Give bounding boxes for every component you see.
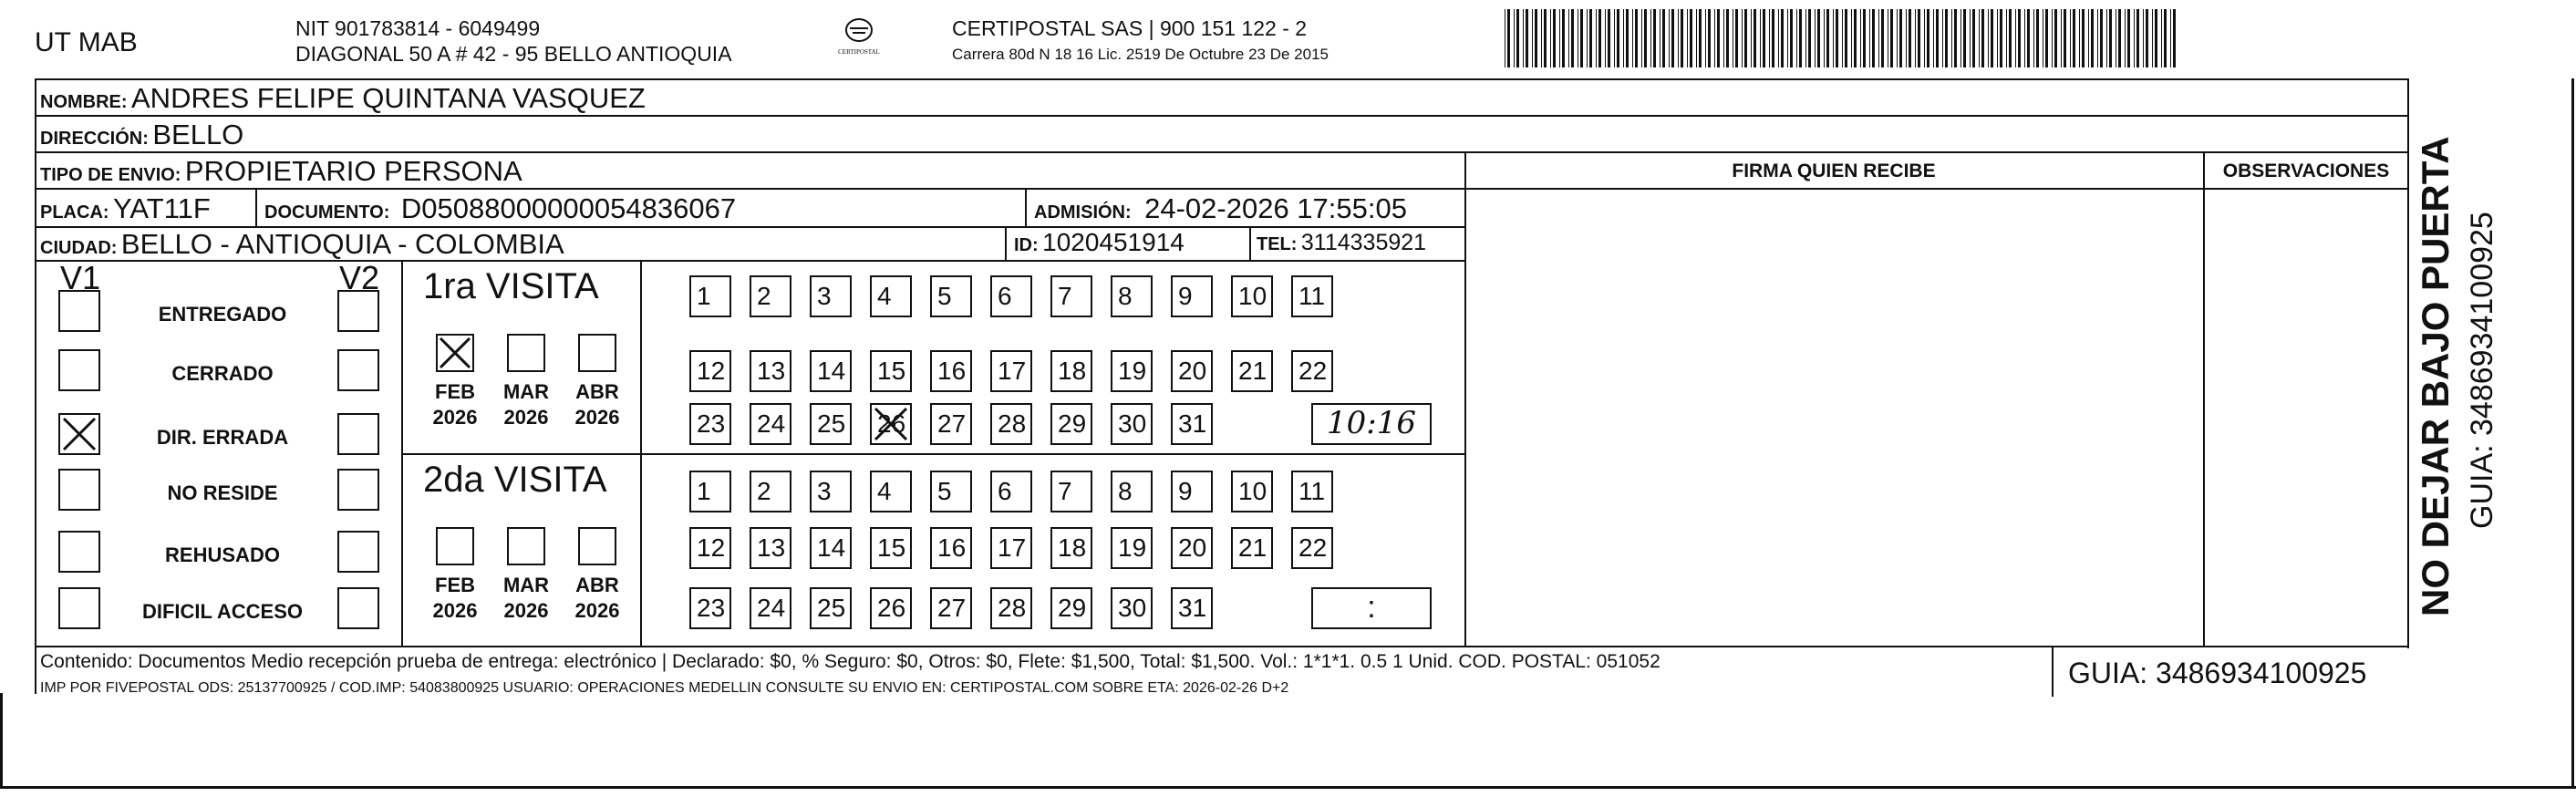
side-guia xyxy=(2464,128,2500,529)
day-number: 31 xyxy=(1178,594,1207,622)
day-number: 25 xyxy=(817,409,846,438)
day-box[interactable] xyxy=(990,275,1032,317)
v1-checkbox[interactable] xyxy=(58,587,100,629)
day-box[interactable] xyxy=(1231,471,1273,512)
day-number: 5 xyxy=(937,477,952,505)
day-box[interactable] xyxy=(870,587,912,629)
page-bottom-border xyxy=(0,786,2576,789)
day-number: 28 xyxy=(998,409,1027,438)
status-option-label: DIFICIL ACCESO xyxy=(141,600,303,623)
day-number: 24 xyxy=(757,594,786,622)
id-row xyxy=(1014,228,1185,257)
day-box[interactable] xyxy=(990,403,1032,445)
observaciones-area[interactable] xyxy=(2207,190,2405,646)
v2-checkbox[interactable] xyxy=(337,587,379,629)
cross-mark-icon xyxy=(872,405,910,443)
day-box[interactable] xyxy=(1050,403,1092,445)
day-number: 22 xyxy=(1298,533,1328,562)
v1-checkbox[interactable] xyxy=(58,413,100,455)
page-right-border xyxy=(2571,78,2574,789)
day-box[interactable] xyxy=(1231,350,1273,392)
day-number: 6 xyxy=(998,282,1012,310)
v2-checkbox[interactable] xyxy=(337,531,379,573)
v1-checkbox[interactable] xyxy=(58,531,100,573)
carrier-name: CERTIPOSTAL SAS | 900 151 122 - 2 xyxy=(952,16,1308,40)
day-number: 28 xyxy=(998,594,1027,622)
day-number: 4 xyxy=(877,282,892,310)
month-name: MAR xyxy=(502,380,550,403)
day-box[interactable] xyxy=(990,587,1032,629)
status-option-label: ENTREGADO xyxy=(158,303,287,326)
company-name: UT MAB xyxy=(35,27,138,57)
day-box[interactable] xyxy=(870,471,912,512)
day-box[interactable] xyxy=(1111,471,1153,512)
day-box[interactable] xyxy=(930,403,972,445)
v1-label: V1 xyxy=(60,259,101,296)
day-number: 15 xyxy=(877,357,906,385)
day-box[interactable] xyxy=(689,275,731,317)
day-box[interactable] xyxy=(1291,471,1333,512)
v2-checkbox[interactable] xyxy=(337,469,379,511)
day-box[interactable] xyxy=(810,403,852,445)
time-value: 10:16 xyxy=(1327,405,1416,441)
day-box[interactable] xyxy=(1111,403,1153,445)
ciudad-label: CIUDAD: xyxy=(40,238,118,258)
day-box[interactable] xyxy=(930,527,972,569)
month-checkbox[interactable] xyxy=(507,527,545,565)
day-number: 20 xyxy=(1178,357,1207,385)
v1-checkbox[interactable] xyxy=(58,349,100,391)
day-number: 15 xyxy=(877,533,906,562)
day-number: 16 xyxy=(937,357,967,385)
month-name: FEB xyxy=(435,380,475,403)
placa-value: YAT11F xyxy=(113,192,211,224)
month-name: MAR xyxy=(502,574,550,596)
day-box[interactable] xyxy=(930,471,972,512)
day-box[interactable] xyxy=(870,403,912,445)
day-box[interactable] xyxy=(1291,275,1333,317)
cell-divider xyxy=(255,188,257,226)
month-checkbox[interactable] xyxy=(578,527,616,565)
day-number: 27 xyxy=(937,594,967,622)
month-year: 2026 xyxy=(503,599,549,622)
day-number: 14 xyxy=(817,357,846,385)
day-box[interactable] xyxy=(1291,350,1333,392)
day-number: 7 xyxy=(1058,477,1072,505)
day-box[interactable] xyxy=(1111,527,1153,569)
day-number: 8 xyxy=(1118,477,1133,505)
day-box[interactable] xyxy=(689,403,731,445)
status-option-label: CERRADO xyxy=(171,362,274,385)
day-number: 17 xyxy=(998,357,1027,385)
day-number: 23 xyxy=(697,409,726,438)
direccion-label: DIRECCIÓN: xyxy=(40,129,149,149)
day-number: 11 xyxy=(1298,477,1326,505)
firma-label: FIRMA QUIEN RECIBE xyxy=(1732,160,1936,181)
form-left-border xyxy=(35,78,36,694)
status-option-label: REHUSADO xyxy=(165,543,280,566)
side-warning-text: NO DEJAR BAJO PUERTA xyxy=(2414,136,2457,616)
month-checkbox[interactable] xyxy=(507,334,545,372)
day-box[interactable] xyxy=(1171,527,1213,569)
observaciones-label: OBSERVACIONES xyxy=(2222,160,2390,181)
day-number: 7 xyxy=(1058,282,1072,310)
day-box[interactable] xyxy=(810,471,852,512)
day-number: 3 xyxy=(817,282,832,310)
day-box[interactable] xyxy=(810,350,852,392)
day-number: 25 xyxy=(817,594,846,622)
day-number: 27 xyxy=(937,409,967,438)
day-box[interactable] xyxy=(750,471,791,512)
logo-icon xyxy=(841,16,877,44)
time-value: : xyxy=(1367,590,1376,625)
placa-row xyxy=(40,192,211,225)
visits-divider xyxy=(401,453,1466,455)
footer-guia-border xyxy=(2052,646,2054,697)
nit-text: NIT 901783814 - 6049499 xyxy=(295,16,541,40)
footer-line1: Contenido: Documentos Medio recepción prueba de entrega: electrónico | Declarado: $0, % Seguro: $0, Otros: $0, Flete: $1,500, Total: $1,500. Vol.: 1*1*1. 0.5 1 Unid. COD. POSTAL: 051052 xyxy=(40,651,1660,672)
month-name: ABR xyxy=(575,380,619,403)
month-checkbox[interactable] xyxy=(436,527,474,565)
cell-divider xyxy=(1005,226,1007,260)
day-box[interactable] xyxy=(689,350,731,392)
day-box[interactable] xyxy=(1111,275,1153,317)
status-option-label: DIR. ERRADA xyxy=(156,426,289,449)
tel-value: 3114335921 xyxy=(1300,230,1427,255)
day-box[interactable] xyxy=(1171,471,1213,512)
v2-label: V2 xyxy=(339,259,380,296)
day-number: 3 xyxy=(817,477,832,505)
tipo-value: PROPIETARIO PERSONA xyxy=(184,155,522,187)
barcode xyxy=(1503,9,2182,69)
documento-row xyxy=(264,192,736,225)
day-number: 22 xyxy=(1298,357,1328,385)
day-box[interactable] xyxy=(810,275,852,317)
month-year: 2026 xyxy=(432,599,478,622)
form-right-border xyxy=(2407,78,2409,648)
day-number: 29 xyxy=(1058,409,1087,438)
day-number: 14 xyxy=(817,533,846,562)
day-number: 9 xyxy=(1178,477,1193,505)
side-warning xyxy=(2415,106,2457,616)
address-text: DIAGONAL 50 A # 42 - 95 BELLO ANTIOQUIA xyxy=(295,42,732,66)
admision-label: ADMISIÓN: xyxy=(1034,202,1132,223)
day-number: 2 xyxy=(757,282,771,310)
v1-checkbox[interactable] xyxy=(58,290,100,332)
firma-area[interactable] xyxy=(1468,190,2201,646)
day-number: 12 xyxy=(697,533,726,562)
v2-checkbox[interactable] xyxy=(337,413,379,455)
day-box[interactable] xyxy=(810,527,852,569)
day-box[interactable] xyxy=(930,587,972,629)
day-box[interactable] xyxy=(689,471,731,512)
day-number: 11 xyxy=(1298,282,1326,310)
day-box[interactable] xyxy=(1111,350,1153,392)
month-year: 2026 xyxy=(432,406,478,429)
day-number: 26 xyxy=(877,594,906,622)
day-box[interactable] xyxy=(1171,275,1213,317)
check-x-icon xyxy=(60,415,98,453)
day-number: 1 xyxy=(697,282,711,310)
day-number: 31 xyxy=(1178,409,1207,438)
day-box[interactable] xyxy=(1231,527,1273,569)
documento-value: D05088000000054836067 xyxy=(400,192,737,224)
ciudad-value: BELLO - ANTIOQUIA - COLOMBIA xyxy=(120,228,564,260)
day-number: 19 xyxy=(1118,357,1147,385)
v2-checkbox[interactable] xyxy=(337,290,379,332)
day-number: 24 xyxy=(757,409,786,438)
day-box[interactable] xyxy=(689,527,731,569)
check-x-icon xyxy=(438,336,472,370)
day-number: 18 xyxy=(1058,533,1087,562)
day-number: 19 xyxy=(1118,533,1147,562)
day-box[interactable] xyxy=(870,350,912,392)
day-box[interactable] xyxy=(1050,527,1092,569)
carrier-address: Carrera 80d N 18 16 Lic. 2519 De Octubre 23 De 2015 xyxy=(952,46,1329,63)
day-number: 17 xyxy=(998,533,1027,562)
side-guia-text: GUIA: 3486934100925 xyxy=(2465,212,2499,529)
cell-divider xyxy=(1249,226,1251,260)
day-number: 30 xyxy=(1118,409,1147,438)
v1-checkbox[interactable] xyxy=(58,469,100,511)
time-box[interactable] xyxy=(1311,587,1432,629)
day-number: 13 xyxy=(757,533,786,562)
day-box[interactable] xyxy=(750,403,791,445)
firma-left-border xyxy=(1464,151,1466,646)
day-number: 30 xyxy=(1118,594,1147,622)
day-box[interactable] xyxy=(1231,275,1273,317)
day-number: 23 xyxy=(697,594,726,622)
form-top-border xyxy=(35,78,2409,80)
id-value: 1020451914 xyxy=(1042,228,1185,256)
status-option-label: NO RESIDE xyxy=(167,481,278,504)
direccion-row xyxy=(40,119,243,151)
day-number: 6 xyxy=(998,477,1012,505)
day-number: 12 xyxy=(697,357,726,385)
observaciones-left-border xyxy=(2203,151,2205,646)
logo-text: CERTIPOSTAL xyxy=(838,48,880,56)
day-box[interactable] xyxy=(870,527,912,569)
tel-row xyxy=(1257,230,1426,256)
nombre-row xyxy=(40,82,646,115)
day-box[interactable] xyxy=(1050,587,1092,629)
visit1-title: 1ra VISITA xyxy=(423,266,599,306)
time-box[interactable] xyxy=(1311,403,1432,445)
day-number: 8 xyxy=(1118,282,1133,310)
ciudad-row xyxy=(40,228,564,261)
day-number: 29 xyxy=(1058,594,1087,622)
month-checkbox[interactable] xyxy=(436,334,474,372)
nombre-label: NOMBRE: xyxy=(40,92,128,112)
day-box[interactable] xyxy=(750,275,791,317)
day-box[interactable] xyxy=(810,587,852,629)
tipo-label: TIPO DE ENVIO: xyxy=(40,165,181,185)
footer-guia: GUIA: 3486934100925 xyxy=(2068,657,2367,689)
day-box[interactable] xyxy=(1050,350,1092,392)
month-year: 2026 xyxy=(574,599,620,622)
day-box[interactable] xyxy=(930,275,972,317)
day-box[interactable] xyxy=(1171,403,1213,445)
day-number: 2 xyxy=(757,477,771,505)
nombre-value: ANDRES FELIPE QUINTANA VASQUEZ xyxy=(131,82,646,114)
day-box[interactable] xyxy=(990,350,1032,392)
day-number: 1 xyxy=(697,477,711,505)
documento-label: DOCUMENTO: xyxy=(264,202,390,223)
day-box[interactable] xyxy=(750,527,791,569)
month-checkbox[interactable] xyxy=(578,334,616,372)
day-box[interactable] xyxy=(689,587,731,629)
admision-value: 24-02-2026 17:55:05 xyxy=(1144,192,1407,224)
day-box[interactable] xyxy=(1291,527,1333,569)
placa-label: PLACA: xyxy=(40,202,109,223)
month-year: 2026 xyxy=(574,406,620,429)
day-box[interactable] xyxy=(1050,275,1092,317)
day-number: 26 xyxy=(877,409,906,438)
day-box[interactable] xyxy=(990,527,1032,569)
admision-row xyxy=(1034,192,1407,225)
day-number: 10 xyxy=(1238,477,1267,505)
direccion-value: BELLO xyxy=(152,119,244,150)
row-divider xyxy=(35,115,2409,117)
page-left-border xyxy=(0,693,3,789)
day-box[interactable] xyxy=(870,275,912,317)
month-year: 2026 xyxy=(503,406,549,429)
certipostal-logo xyxy=(832,16,886,64)
day-number: 13 xyxy=(757,357,786,385)
row-divider xyxy=(35,151,2409,153)
day-number: 16 xyxy=(937,533,967,562)
day-number: 20 xyxy=(1178,533,1207,562)
v2-checkbox[interactable] xyxy=(337,349,379,391)
day-box[interactable] xyxy=(750,350,791,392)
month-name: FEB xyxy=(435,574,475,596)
day-box[interactable] xyxy=(1050,471,1092,512)
day-number: 4 xyxy=(877,477,892,505)
day-box[interactable] xyxy=(990,471,1032,512)
visit2-title: 2da VISITA xyxy=(423,460,607,500)
day-box[interactable] xyxy=(930,350,972,392)
day-number: 18 xyxy=(1058,357,1087,385)
day-number: 21 xyxy=(1238,533,1267,562)
day-box[interactable] xyxy=(1171,587,1213,629)
cell-divider xyxy=(1025,188,1027,226)
day-box[interactable] xyxy=(750,587,791,629)
tel-label: TEL: xyxy=(1257,234,1298,254)
day-box[interactable] xyxy=(1111,587,1153,629)
month-name: ABR xyxy=(575,574,619,596)
id-label: ID: xyxy=(1014,235,1039,255)
day-number: 5 xyxy=(937,282,952,310)
footer-line2: IMP POR FIVEPOSTAL ODS: 25137700925 / COD.IMP: 54083800925 USUARIO: OPERACIONES MEDELLIN CONSULTE SU ENVIO EN: CERTIPOSTAL.COM SOBRE ETA: 2026-02-26 D+2 xyxy=(40,680,1289,696)
day-number: 21 xyxy=(1238,357,1267,385)
tipo-row xyxy=(40,155,522,188)
day-number: 9 xyxy=(1178,282,1193,310)
day-number: 10 xyxy=(1238,282,1267,310)
day-box[interactable] xyxy=(1171,350,1213,392)
